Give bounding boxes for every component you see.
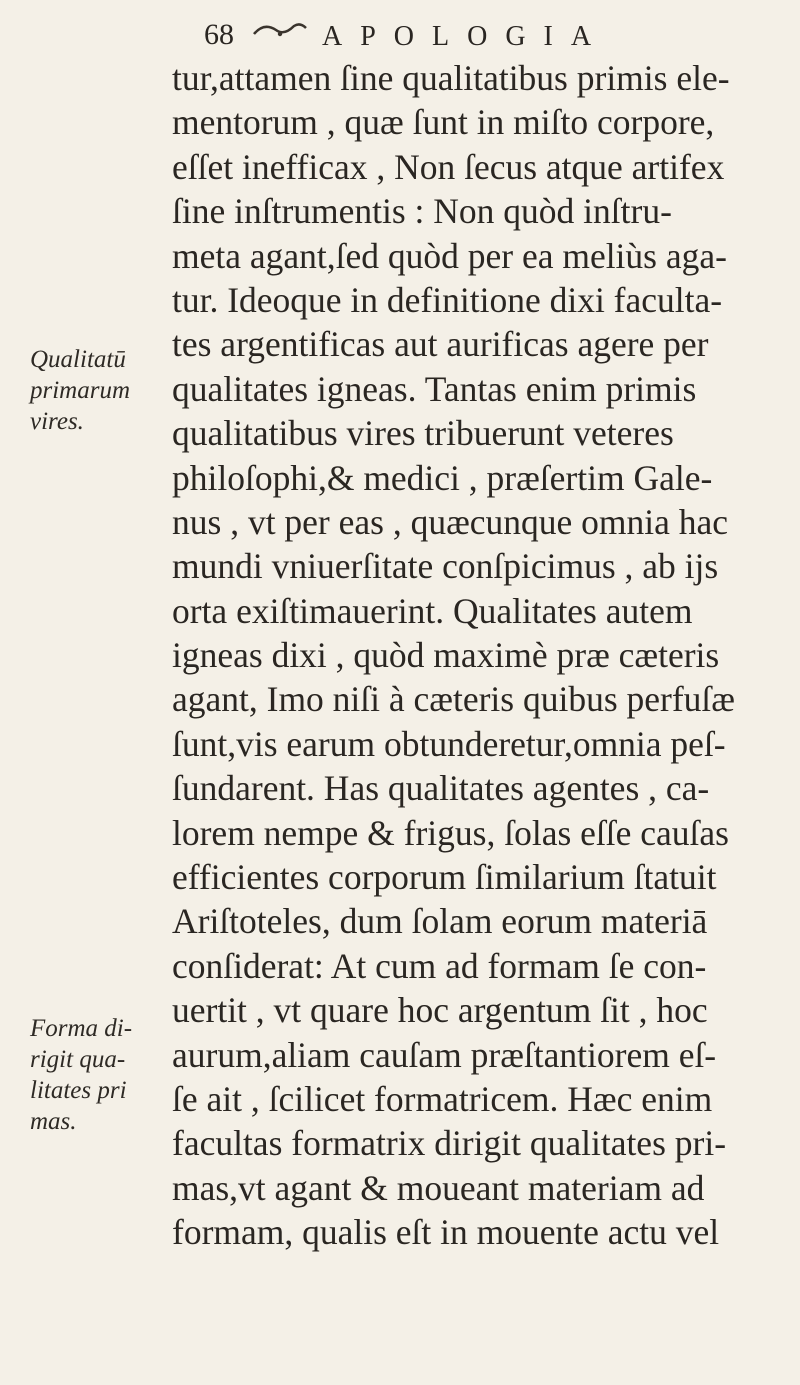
text-line: aurum,aliam cauſam præſtantiorem eſ- [172, 1034, 717, 1075]
text-line: igneas dixi , quòd maximè præ cæteris [172, 635, 720, 676]
text-line: agant, Imo niſi à cæteris quibus perfuſæ [172, 679, 735, 720]
text-line: philoſophi,& medici , præſertim Gale- [172, 457, 713, 498]
page-header [0, 18, 800, 58]
text-line: qualitatibus vires tribuerunt veteres [172, 413, 674, 454]
text-line: tur,attamen ſine qualitatibus primis ele- [172, 58, 730, 98]
ornament-icon [250, 20, 310, 42]
marginal-note-line: Qualitatū [30, 346, 126, 373]
text-line: tur. Ideoque in definitione dixi faculta- [172, 279, 723, 320]
text-line: mundi vniuerſitate conſpicimus , ab ijs [172, 546, 719, 587]
text-line: qualitates igneas. Tantas enim primis [172, 368, 697, 409]
text-line: nus , vt per eas , quæcunque omnia hac [172, 501, 729, 542]
marginal-note [30, 1013, 132, 1137]
text-line: efficientes corporum ſimilarium ſtatuit [172, 857, 717, 898]
text-line: mas,vt agant & moueant materiam ad [172, 1167, 705, 1208]
text-line: eſſet inefficax , Non ſecus atque artifex [172, 146, 725, 187]
text-line: lorem nempe & frigus, ſolas eſſe cauſas [172, 812, 729, 853]
text-line: ſine inſtrumentis : Non quòd inſtru- [172, 191, 672, 232]
text-line: formam, qualis eſt in mouente actu vel [172, 1212, 720, 1253]
marginal-note-line: Forma di- [30, 1015, 133, 1042]
text-line: Ariſtoteles, dum ſolam eorum materiā [172, 901, 708, 942]
text-line: conſiderat: At cum ad formam ſe con- [172, 945, 707, 986]
text-line: mentorum , quæ ſunt in miſto corpore, [172, 102, 715, 143]
text-line: facultas formatrix dirigit qualitates pri- [172, 1123, 727, 1164]
running-title: APOLOGIA [322, 21, 610, 52]
page-number: 68 [204, 18, 234, 51]
marginal-note-line: rigit qua- [30, 1046, 126, 1073]
text-line: ſe ait , ſcilicet formatricem. Hæc enim [172, 1078, 713, 1119]
text-line: orta exiſtimauerint. Qualitates autem [172, 590, 693, 631]
marginal-note [30, 344, 130, 437]
body-text [172, 56, 800, 1255]
marginal-note-line: primarum [30, 377, 131, 404]
marginal-note-line: litates pri [30, 1077, 127, 1104]
text-line: ſunt,vis earum obtunderetur,omnia peſ- [172, 723, 726, 764]
text-line: meta agant,ſed quòd per ea meliùs aga- [172, 235, 727, 276]
text-line: uertit , vt quare hoc argentum ſit , hoc [172, 990, 708, 1031]
marginal-note-line: vires. [30, 408, 84, 435]
text-line: ſundarent. Has qualitates agentes , ca- [172, 768, 710, 809]
text-line: tes argentificas aut aurificas agere per [172, 324, 709, 365]
marginal-note-line: mas. [30, 1108, 77, 1135]
